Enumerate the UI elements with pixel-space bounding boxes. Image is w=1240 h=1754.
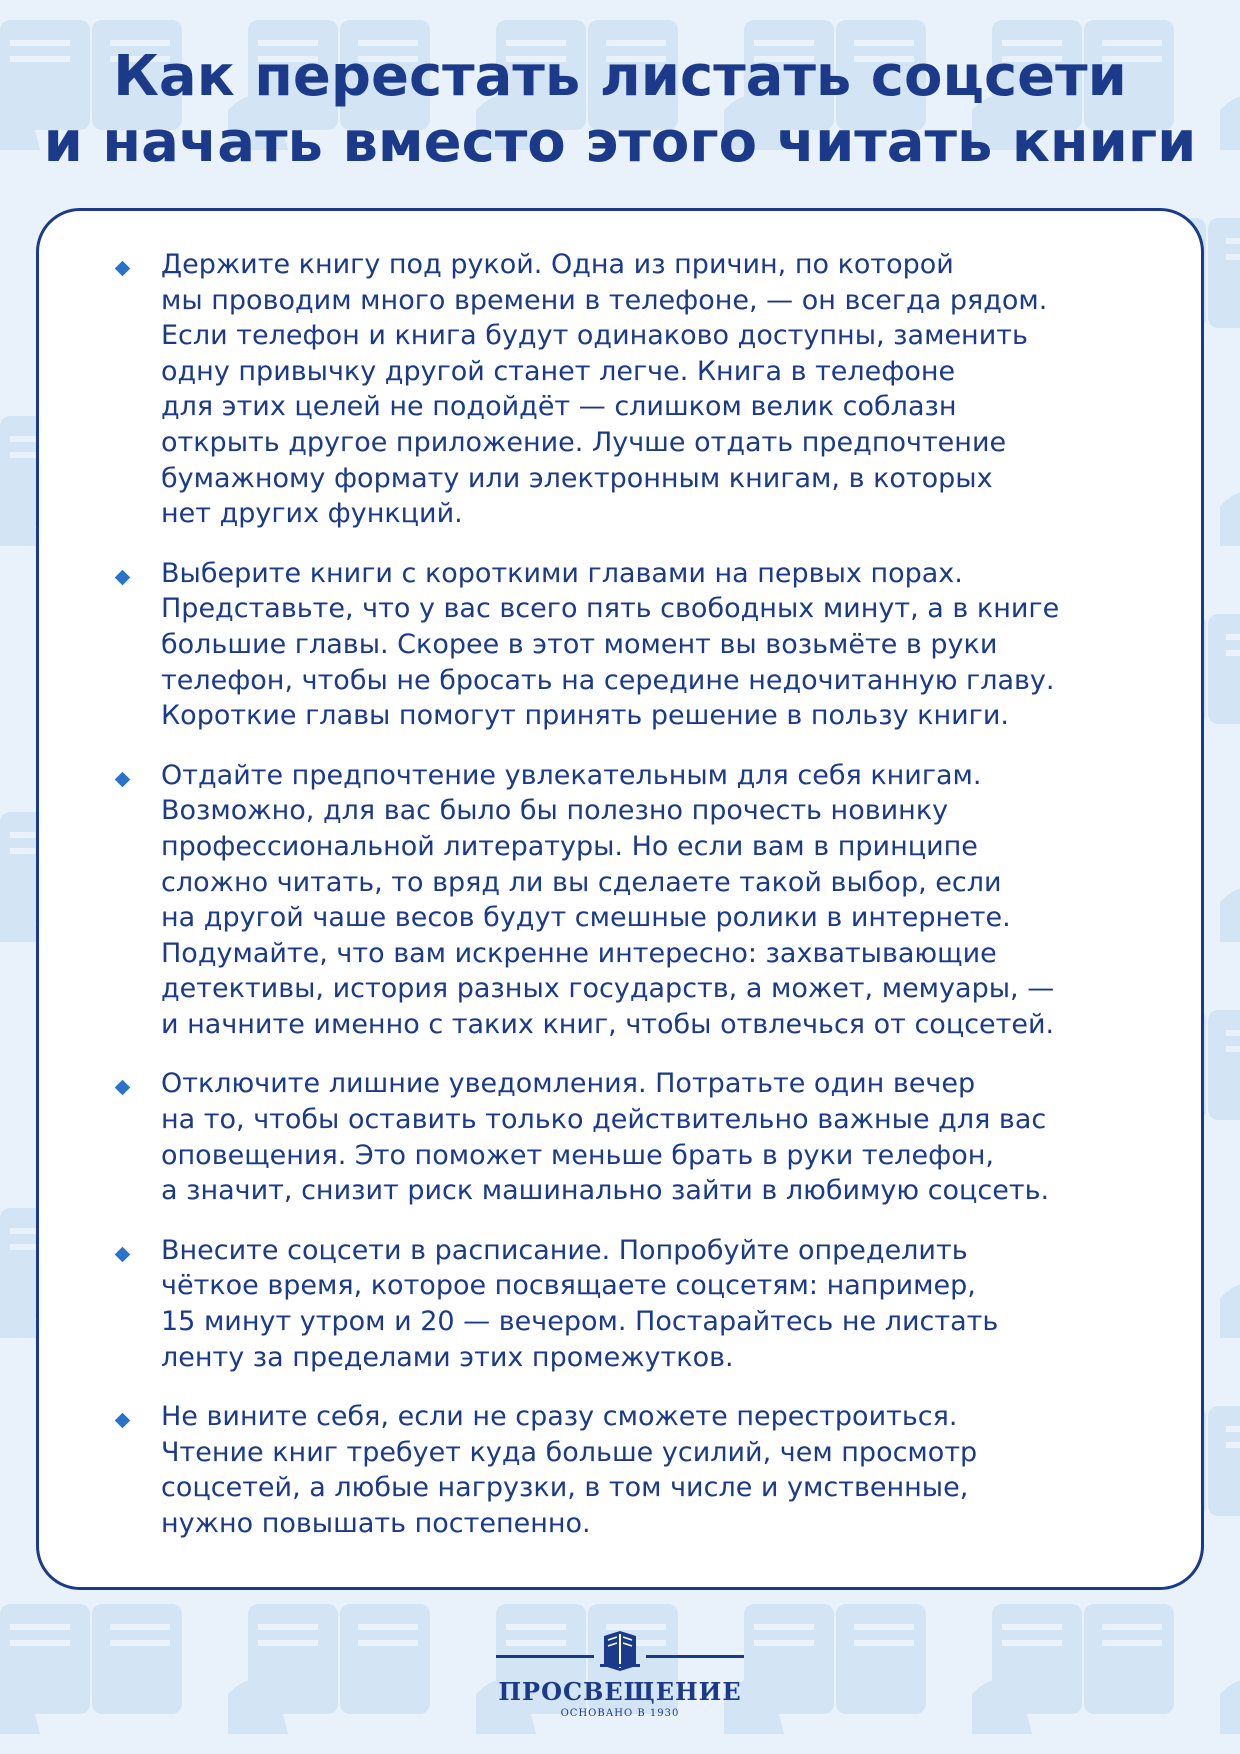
tip-item bbox=[81, 1233, 1151, 1375]
title-line: Как перестать листать соцсети bbox=[113, 44, 1127, 109]
tips-card bbox=[36, 208, 1204, 1590]
hand-holding-book-icon bbox=[1220, 416, 1240, 546]
tip-line: Если телефон и книга будут одинаково доступны, заменить bbox=[161, 320, 1028, 352]
tip-line: Держите книгу под рукой. Одна из причин, по которой bbox=[161, 249, 954, 280]
tip-line: и начните именно с таких книг, чтобы отвлечься от соцсетей. bbox=[161, 1008, 1055, 1040]
tip-line: Выберите книги с короткими главами на первых порах. bbox=[161, 557, 963, 589]
hand-holding-book-icon bbox=[972, 1604, 1174, 1734]
tip-line: большие главы. Скорее в этот момент вы возьмёте в руки bbox=[161, 628, 998, 660]
tip-text bbox=[161, 758, 1151, 1043]
tip-line: а значит, снизит риск машинально зайти в любимую соцсеть. bbox=[161, 1175, 1050, 1207]
page-title bbox=[0, 44, 1240, 176]
tip-text bbox=[161, 1399, 1151, 1541]
tip-item bbox=[81, 758, 1151, 1043]
hand-holding-book-icon bbox=[0, 1604, 182, 1734]
tip-line: оповещения. Это поможет меньше брать в руки телефон, bbox=[161, 1139, 994, 1171]
diamond-bullet-icon bbox=[115, 569, 131, 585]
diamond-bullet-icon bbox=[115, 1413, 131, 1429]
tip-line: на то, чтобы оставить только действительно важные для вас bbox=[161, 1104, 1047, 1136]
tip-line: чёткое время, которое посвящаете соцсетям: например, bbox=[161, 1270, 976, 1302]
tip-line: открыть другое приложение. Лучше отдать предпочтение bbox=[161, 426, 1007, 458]
tip-line: бумажному формату или электронным книгам, в которых bbox=[161, 462, 993, 494]
tip-line: детективы, история разных государств, а может, мемуары, — bbox=[161, 973, 1055, 1005]
tip-line: сложно читать, то вряд ли вы сделаете такой выбор, если bbox=[161, 866, 1002, 898]
tip-item bbox=[81, 1066, 1151, 1208]
tip-line: нужно повышать постепенно. bbox=[161, 1508, 591, 1539]
tip-line: ленту за пределами этих промежутков. bbox=[161, 1341, 734, 1373]
tip-text bbox=[161, 247, 1151, 532]
tips-list bbox=[81, 247, 1151, 1542]
tip-line: одну привычку другой станет легче. Книга в телефоне bbox=[161, 355, 956, 387]
publisher-logo bbox=[496, 1628, 744, 1720]
tip-line: профессиональной литературы. Но если вам в принципе bbox=[161, 830, 978, 862]
title-line: и начать вместо этого читать книги bbox=[43, 110, 1197, 175]
tip-line: нет других функций. bbox=[161, 498, 463, 530]
tip-item bbox=[81, 247, 1151, 532]
tip-line: Отключите лишние уведомления. Потратьте один вечер bbox=[161, 1068, 976, 1100]
hand-holding-book-icon bbox=[228, 1604, 430, 1734]
tip-line: Возможно, для вас было бы полезно прочесть новинку bbox=[161, 795, 949, 827]
tip-line: Не вините себя, если не сразу сможете перестроиться. bbox=[161, 1401, 958, 1433]
tip-line: мы проводим много времени в телефоне, — он всегда рядом. bbox=[161, 284, 1048, 316]
hand-holding-book-icon bbox=[1220, 812, 1240, 942]
diamond-bullet-icon bbox=[115, 771, 131, 787]
logo-name: ПРОСВЕЩЕНИЕ bbox=[498, 1677, 742, 1706]
hand-holding-book-icon bbox=[1220, 1208, 1240, 1338]
tip-item bbox=[81, 556, 1151, 734]
diamond-bullet-icon bbox=[115, 261, 131, 277]
logo-subtitle: ОСНОВАНО В 1930 bbox=[560, 1708, 680, 1719]
tip-line: Отдайте предпочтение увлекательным для себя книгам. bbox=[161, 759, 982, 791]
diamond-bullet-icon bbox=[115, 1247, 131, 1263]
tip-text bbox=[161, 1233, 1151, 1375]
tip-line: телефон, чтобы не бросать на середине недочитанную главу. bbox=[161, 664, 1055, 696]
hand-holding-book-icon bbox=[1220, 1604, 1240, 1734]
diamond-bullet-icon bbox=[115, 1080, 131, 1096]
tip-line: Подумайте, что вам искренне интересно: захватывающие bbox=[161, 937, 997, 969]
tip-line: Внесите соцсети в расписание. Попробуйте определить bbox=[161, 1234, 968, 1266]
tip-line: на другой чаше весов будут смешные ролики в интернете. bbox=[161, 902, 1011, 934]
tip-text bbox=[161, 1066, 1151, 1208]
tip-line: Чтение книг требует куда больше усилий, чем просмотр bbox=[161, 1436, 978, 1468]
tip-line: 15 минут утром и 20 — вечером. Постарайтесь не листать bbox=[161, 1306, 999, 1338]
tip-line: для этих целей не подойдёт — слишком велик соблазн bbox=[161, 391, 957, 423]
tip-line: Представьте, что у вас всего пять свободных минут, а в книге bbox=[161, 593, 1060, 625]
hand-holding-book-icon bbox=[724, 1604, 926, 1734]
tip-text bbox=[161, 556, 1151, 734]
book-emblem-icon bbox=[496, 1628, 744, 1674]
tip-line: соцсетей, а любые нагрузки, в том числе и умственные, bbox=[161, 1472, 969, 1504]
tip-line: Короткие главы помогут принять решение в пользу книги. bbox=[161, 700, 1009, 732]
tip-item bbox=[81, 1399, 1151, 1541]
